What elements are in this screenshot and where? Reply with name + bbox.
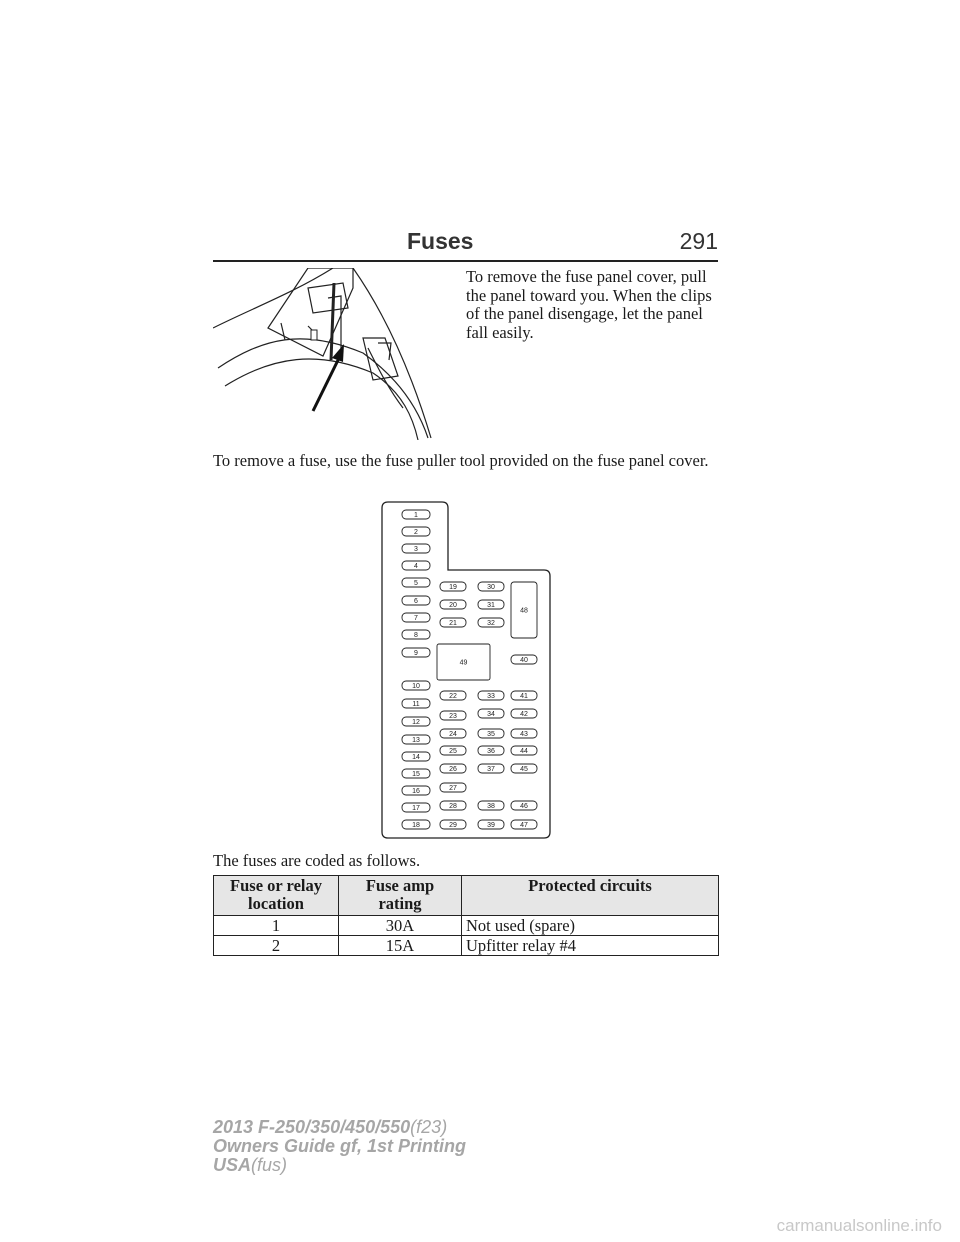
- fuse-46: [511, 801, 537, 810]
- fuse-37: [478, 764, 504, 773]
- fuse-label: 6: [414, 598, 418, 605]
- page-header: [213, 228, 718, 262]
- fuse-label: 40: [520, 657, 528, 664]
- fuse-label: 36: [487, 748, 495, 755]
- fuse-16: [402, 786, 430, 795]
- fuse-5: [402, 578, 430, 587]
- fuse-label: 44: [520, 748, 528, 755]
- fuse-label: 2: [414, 529, 418, 536]
- fuse-9: [402, 648, 430, 657]
- fuse-label: 22: [449, 693, 457, 700]
- protected-circuit-cell: Upfitter relay #4: [462, 936, 719, 956]
- fuse-label: 26: [449, 766, 457, 773]
- amp-rating-cell: 15A: [339, 936, 462, 956]
- fuse-label: 17: [412, 805, 420, 812]
- section-title: Fuses: [407, 228, 474, 254]
- table-row: [214, 916, 719, 936]
- page-number: 291: [679, 228, 718, 254]
- fuse-29: [440, 820, 466, 829]
- fuse-label: 27: [449, 785, 457, 792]
- fuse-label: 21: [449, 620, 457, 627]
- fuse-47: [511, 820, 537, 829]
- fuse-45: [511, 764, 537, 773]
- fuse-label: 33: [487, 693, 495, 700]
- fuse-49: [437, 644, 490, 680]
- fuse-label: 45: [520, 766, 528, 773]
- fuse-label: 20: [449, 602, 457, 609]
- fuse-15: [402, 769, 430, 778]
- fuse-3: [402, 544, 430, 553]
- fuse-40: [511, 655, 537, 664]
- fuse-2: [402, 527, 430, 536]
- fuse-22: [440, 691, 466, 700]
- fuse-20: [440, 600, 466, 609]
- fuse-28: [440, 801, 466, 810]
- fuse-label: 9: [414, 650, 418, 657]
- fuse-1: [402, 510, 430, 519]
- fuse-label: 18: [412, 822, 420, 829]
- fuse-label: 25: [449, 748, 457, 755]
- fuse-label: 14: [412, 754, 420, 761]
- fuse-39: [478, 820, 504, 829]
- footer-model-code: (f23): [410, 1117, 448, 1137]
- footer-line-2: Owners Guide gf, 1st Printing: [213, 1136, 467, 1156]
- fuse-label: 8: [414, 632, 418, 639]
- fuse-label: 24: [449, 731, 457, 738]
- fuse-location-cell: 2: [214, 936, 339, 956]
- fuse-label: 29: [449, 822, 457, 829]
- fuse-23: [440, 711, 466, 720]
- fuse-8: [402, 630, 430, 639]
- fuse-label: 10: [412, 683, 420, 690]
- fuse-puller-instructions: To remove a fuse, use the fuse puller tool provided on the fuse panel cover.: [213, 451, 709, 470]
- footer-line-3: [213, 1156, 466, 1175]
- fuse-48: [511, 582, 537, 638]
- fuse-38: [478, 801, 504, 810]
- fuse-label: 5: [414, 580, 418, 587]
- fuse-13: [402, 735, 430, 744]
- fuse-35: [478, 729, 504, 738]
- fuse-label: 7: [414, 615, 418, 622]
- footer-market-code: (fus): [251, 1155, 288, 1175]
- fuse-label: 19: [449, 584, 457, 591]
- footer-line-1: [213, 1118, 466, 1137]
- fuse-11: [402, 699, 430, 708]
- fuse-label: 13: [412, 737, 420, 744]
- footer-market: USA: [213, 1155, 252, 1175]
- fuse-label: 43: [520, 731, 528, 738]
- fuse-label: 4: [414, 563, 418, 570]
- fuse-panel-cover-illustration: [213, 268, 453, 440]
- fuse-6: [402, 596, 430, 605]
- table-row: [214, 936, 719, 956]
- fuse-label: 31: [487, 602, 495, 609]
- fuse-41: [511, 691, 537, 700]
- fuse-14: [402, 752, 430, 761]
- fuse-33: [478, 691, 504, 700]
- header-protected-circuits: Protected circuits: [462, 876, 719, 916]
- fuse-21: [440, 618, 466, 627]
- fuse-label: 48: [520, 607, 528, 615]
- fuse-label: 35: [487, 731, 495, 738]
- fuse-label: 32: [487, 620, 495, 627]
- protected-circuit-cell: Not used (spare): [462, 916, 719, 936]
- fuse-12: [402, 717, 430, 726]
- cover-removal-instructions: To remove the fuse panel cover, pull the panel toward you. When the clips of the panel disengage, let the panel fall easily.: [466, 267, 712, 342]
- fuse-27: [440, 783, 466, 792]
- fuse-7: [402, 613, 430, 622]
- fuse-17: [402, 803, 430, 812]
- fuse-label: 28: [449, 803, 457, 810]
- fuse-10: [402, 681, 430, 690]
- fuse-24: [440, 729, 466, 738]
- header-fuse-location: Fuse or relay location: [214, 876, 339, 916]
- document-footer: [213, 1118, 466, 1175]
- fuse-31: [478, 600, 504, 609]
- fuse-25: [440, 746, 466, 755]
- fuse-4: [402, 561, 430, 570]
- fuse-label: 37: [487, 766, 495, 773]
- fuse-label: 30: [487, 584, 495, 591]
- fuse-label: 15: [412, 771, 420, 778]
- fuse-label: 34: [487, 711, 495, 718]
- fuse-34: [478, 709, 504, 718]
- watermark: carmanualsonline.info: [776, 1216, 942, 1235]
- fuse-19: [440, 582, 466, 591]
- fuse-label: 11: [412, 701, 420, 708]
- fuse-26: [440, 764, 466, 773]
- fuse-32: [478, 618, 504, 627]
- fuse-43: [511, 729, 537, 738]
- fuse-30: [478, 582, 504, 591]
- amp-rating-cell: 30A: [339, 916, 462, 936]
- fuse-label: 12: [412, 719, 420, 726]
- fuse-label: 38: [487, 803, 495, 810]
- fuse-44: [511, 746, 537, 755]
- footer-model: 2013 F-250/350/450/550: [213, 1117, 411, 1137]
- fuse-18: [402, 820, 430, 829]
- fuse-label: 41: [520, 693, 528, 700]
- fuse-location-cell: 1: [214, 916, 339, 936]
- fuse-label: 47: [520, 822, 528, 829]
- fuse-coding-intro: The fuses are coded as follows.: [213, 851, 421, 870]
- fuse-42: [511, 709, 537, 718]
- fuse-label: 39: [487, 822, 495, 829]
- fuse-label: 46: [520, 803, 528, 810]
- fuse-panel-diagram: [380, 500, 555, 840]
- table-header-row: [214, 876, 719, 916]
- fuse-label: 49: [459, 659, 468, 667]
- header-amp-rating: Fuse amp rating: [339, 876, 462, 916]
- fuse-label: 16: [412, 788, 420, 795]
- fuse-label: 23: [449, 713, 457, 720]
- fuse-label: 3: [414, 546, 418, 553]
- fuse-label: 42: [520, 711, 528, 718]
- fuse-36: [478, 746, 504, 755]
- fuse-table: [213, 875, 719, 956]
- fuse-label: 1: [414, 512, 418, 519]
